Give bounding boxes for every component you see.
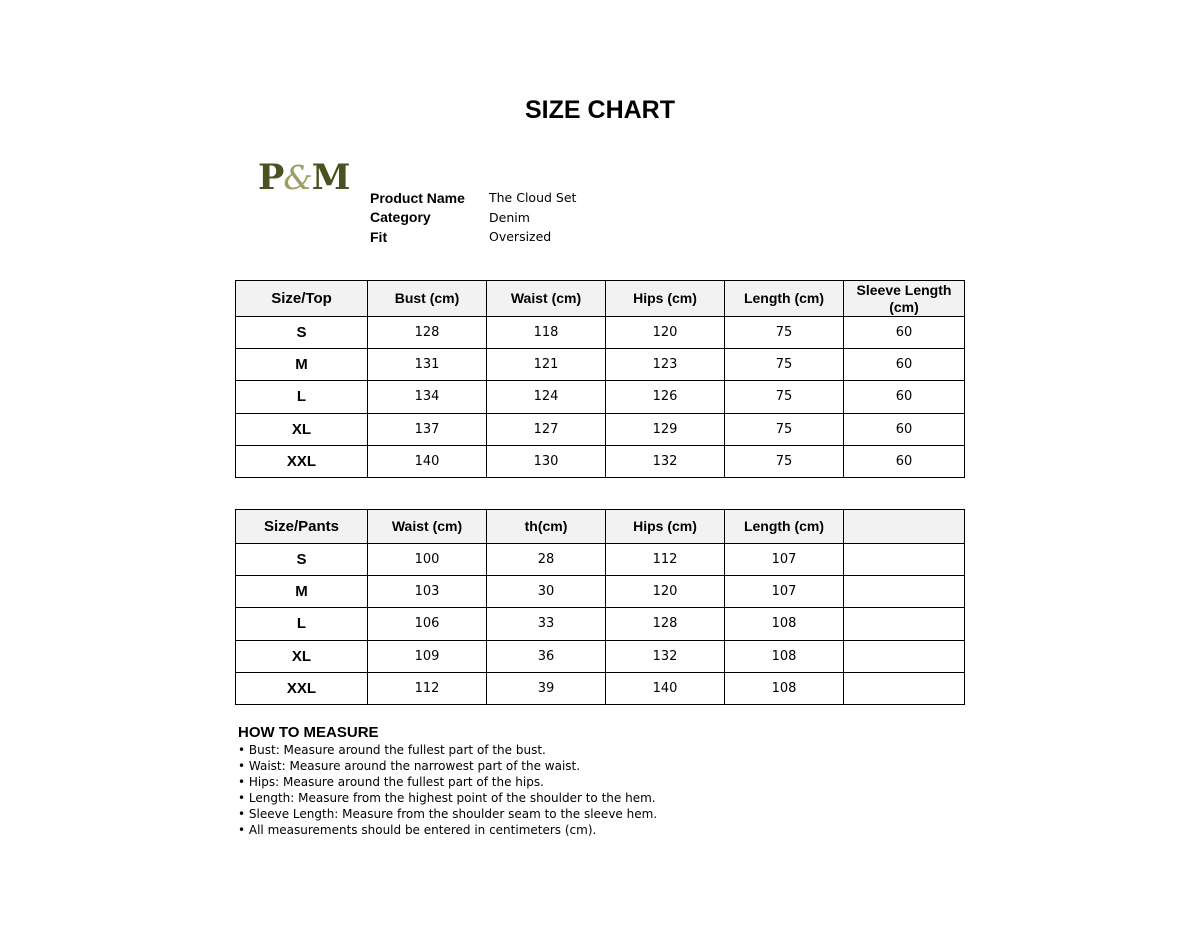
top-value-cell: 129 bbox=[606, 413, 725, 445]
page-title: SIZE CHART bbox=[525, 96, 675, 124]
top-column-header: Hips (cm) bbox=[606, 281, 725, 317]
pants-column-header: th(cm) bbox=[487, 510, 606, 544]
pants-value-cell bbox=[844, 672, 965, 704]
pants-table-row bbox=[236, 640, 965, 672]
top-value-cell: 140 bbox=[368, 445, 487, 477]
top-value-cell: 130 bbox=[487, 445, 606, 477]
pants-table-row bbox=[236, 608, 965, 640]
pants-table-row bbox=[236, 576, 965, 608]
top-value-cell: 60 bbox=[844, 381, 965, 413]
pants-size-cell: L bbox=[236, 608, 368, 640]
top-value-cell: 120 bbox=[606, 317, 725, 349]
pants-value-cell: 120 bbox=[606, 576, 725, 608]
pants-value-cell bbox=[844, 640, 965, 672]
pants-table-row bbox=[236, 544, 965, 576]
top-column-header: Length (cm) bbox=[725, 281, 844, 317]
pants-header-row bbox=[236, 510, 965, 544]
pants-value-cell: 108 bbox=[725, 608, 844, 640]
pants-size-cell: M bbox=[236, 576, 368, 608]
pants-value-cell bbox=[844, 576, 965, 608]
measure-instruction: • All measurements should be entered in centimeters (cm). bbox=[238, 823, 597, 837]
top-table-row bbox=[236, 381, 965, 413]
fit-label: Fit bbox=[370, 228, 388, 245]
pants-value-cell: 39 bbox=[487, 672, 606, 704]
top-value-cell: 60 bbox=[844, 445, 965, 477]
pants-value-cell: 140 bbox=[606, 672, 725, 704]
pants-column-header: Hips (cm) bbox=[606, 510, 725, 544]
top-value-cell: 60 bbox=[844, 317, 965, 349]
pants-value-cell: 112 bbox=[368, 672, 487, 704]
top-column-header: Bust (cm) bbox=[368, 281, 487, 317]
top-value-cell: 124 bbox=[487, 381, 606, 413]
pants-column-header: Waist (cm) bbox=[368, 510, 487, 544]
top-value-cell: 131 bbox=[368, 349, 487, 381]
product-name-row bbox=[370, 188, 576, 208]
top-size-cell: M bbox=[236, 349, 368, 381]
category-row bbox=[370, 208, 576, 228]
logo-letter-m: M bbox=[311, 157, 350, 198]
pants-value-cell bbox=[844, 608, 965, 640]
logo-letter-p: P bbox=[258, 157, 284, 198]
measure-instruction: • Waist: Measure around the narrowest part of the waist. bbox=[238, 759, 581, 773]
category-value: Denim bbox=[489, 209, 530, 225]
pants-value-cell: 132 bbox=[606, 640, 725, 672]
pants-table-row bbox=[236, 672, 965, 704]
top-value-cell: 121 bbox=[487, 349, 606, 381]
measure-instruction: • Hips: Measure around the fullest part of the hips. bbox=[238, 775, 544, 789]
top-size-table bbox=[235, 280, 965, 478]
pants-value-cell: 108 bbox=[725, 672, 844, 704]
top-column-header: Sleeve Length (cm) bbox=[844, 281, 965, 317]
pants-value-cell: 109 bbox=[368, 640, 487, 672]
top-size-cell: XXL bbox=[236, 445, 368, 477]
pants-value-cell: 128 bbox=[606, 608, 725, 640]
top-size-cell: S bbox=[236, 317, 368, 349]
top-value-cell: 118 bbox=[487, 317, 606, 349]
top-value-cell: 75 bbox=[725, 445, 844, 477]
pants-value-cell bbox=[844, 544, 965, 576]
top-value-cell: 127 bbox=[487, 413, 606, 445]
measure-list bbox=[238, 742, 657, 838]
pants-column-header bbox=[844, 510, 965, 544]
fit-value: Oversized bbox=[489, 229, 552, 245]
category-label: Category bbox=[370, 209, 431, 226]
pants-value-cell: 28 bbox=[487, 544, 606, 576]
top-value-cell: 75 bbox=[725, 349, 844, 381]
measure-instruction: • Length: Measure from the highest point of the shoulder to the hem. bbox=[238, 791, 656, 805]
top-value-cell: 137 bbox=[368, 413, 487, 445]
pants-value-cell: 103 bbox=[368, 576, 487, 608]
pants-value-cell: 108 bbox=[725, 640, 844, 672]
pants-column-header: Length (cm) bbox=[725, 510, 844, 544]
pants-size-table bbox=[235, 509, 965, 705]
top-size-cell: XL bbox=[236, 413, 368, 445]
brand-logo bbox=[258, 158, 349, 198]
product-name-value: The Cloud Set bbox=[489, 190, 577, 206]
measure-instruction: • Sleeve Length: Measure from the shoulder seam to the sleeve hem. bbox=[238, 807, 658, 821]
top-value-cell: 60 bbox=[844, 349, 965, 381]
top-column-header: Size/Top bbox=[236, 281, 368, 317]
how-to-measure-title: HOW TO MEASURE bbox=[238, 724, 379, 741]
top-value-cell: 134 bbox=[368, 381, 487, 413]
top-value-cell: 75 bbox=[725, 381, 844, 413]
top-value-cell: 123 bbox=[606, 349, 725, 381]
pants-value-cell: 112 bbox=[606, 544, 725, 576]
top-value-cell: 60 bbox=[844, 413, 965, 445]
top-table-row bbox=[236, 317, 965, 349]
pants-value-cell: 100 bbox=[368, 544, 487, 576]
pants-value-cell: 33 bbox=[487, 608, 606, 640]
how-to-measure bbox=[238, 724, 657, 838]
pants-value-cell: 107 bbox=[725, 576, 844, 608]
top-table-row bbox=[236, 413, 965, 445]
measure-instruction: • Bust: Measure around the fullest part of the bust. bbox=[238, 743, 546, 757]
logo-ampersand: & bbox=[283, 158, 312, 197]
top-size-cell: L bbox=[236, 381, 368, 413]
fit-row bbox=[370, 227, 576, 247]
pants-size-cell: S bbox=[236, 544, 368, 576]
pants-size-cell: XXL bbox=[236, 672, 368, 704]
top-table-row bbox=[236, 349, 965, 381]
product-name-label: Product Name bbox=[370, 189, 465, 206]
pants-column-header: Size/Pants bbox=[236, 510, 368, 544]
top-value-cell: 75 bbox=[725, 317, 844, 349]
top-header-row bbox=[236, 281, 965, 317]
pants-value-cell: 107 bbox=[725, 544, 844, 576]
top-table-row bbox=[236, 445, 965, 477]
top-value-cell: 126 bbox=[606, 381, 725, 413]
top-value-cell: 132 bbox=[606, 445, 725, 477]
product-info bbox=[370, 188, 576, 247]
pants-size-cell: XL bbox=[236, 640, 368, 672]
pants-value-cell: 36 bbox=[487, 640, 606, 672]
pants-value-cell: 30 bbox=[487, 576, 606, 608]
top-column-header: Waist (cm) bbox=[487, 281, 606, 317]
pants-value-cell: 106 bbox=[368, 608, 487, 640]
top-value-cell: 128 bbox=[368, 317, 487, 349]
top-value-cell: 75 bbox=[725, 413, 844, 445]
